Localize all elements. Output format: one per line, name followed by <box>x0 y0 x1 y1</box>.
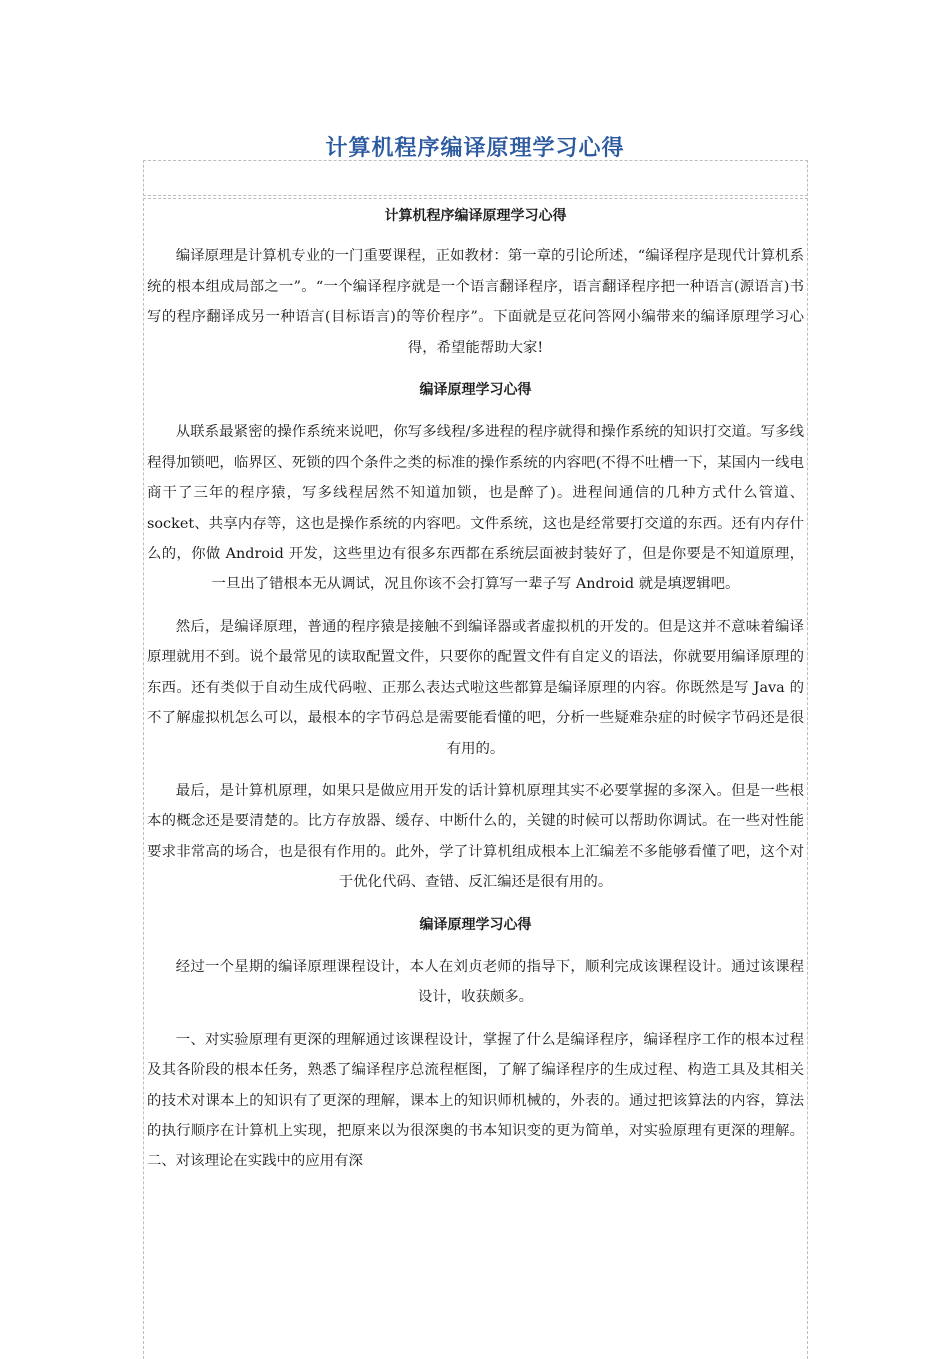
paragraph-os: 从联系最紧密的操作系统来说吧，你写多线程/多进程的程序就得和操作系统的知识打交道。写多线程得加锁吧，临界区、死锁的四个条件之类的标准的操作系统的内容吧(不得不吐槽一下，某国内一线电商干了三年的程序猿，写多线程居然不知道加锁，也是醉了)。进程间通信的几种方式什么管道、socket、共享内存等，这也是操作系统的内容吧。文件系统，这也是经常要打交道的东西。还有内存什么的，你做 Android 开发，这些里边有很多东西都在系统层面被封装好了，但是你要是不知道原理，一旦出了错根本无从调试，况且你该不会打算写一辈子写 Android 就是填逻辑吧。 <box>147 424 804 593</box>
section-heading-3: 编译原理学习心得 <box>419 916 532 933</box>
page-title: 计算机程序编译原理学习心得 <box>325 136 625 161</box>
section-heading-1: 计算机程序编译原理学习心得 <box>384 208 567 224</box>
article-body <box>144 201 807 1177</box>
paragraph-experiment: 一、对实验原理有更深的理解通过该课程设计，掌握了什么是编译程序，编译程序工作的根本过程及其各阶段的根本任务，熟悉了编译程序总流程框图，了解了编译程序的生成过程、构造工具及其相关的技术对课本上的知识有了更深的理解，课本上的知识师机械的，外表的。通过把该算法的内容，算法的执行顺序在计算机上实现，把原来以为很深奥的书本知识变的更为简单，对实验原理有更深的理解。二、对该理论在实践中的应用有深 <box>147 1031 804 1170</box>
paragraph-computer-principle: 最后，是计算机原理，如果只是做应用开发的话计算机原理其实不必要掌握的多深入。但是一些根本的概念还是要清楚的。比方存放器、缓存、中断什么的，关键的时候可以帮助你调试。在一些对性能要求非常高的场合，也是很有作用的。此外，学了计算机组成根本上汇编差不多能够看懂了吧，这个对于优化代码、查错、反汇编还是很有用的。 <box>147 782 804 891</box>
paragraph-course-design: 经过一个星期的编译原理课程设计，本人在刘贞老师的指导下，顺利完成该课程设计。通过该课程设计，收获颇多。 <box>175 958 804 1006</box>
header-box <box>143 160 808 196</box>
paragraph-intro: 编译原理是计算机专业的一门重要课程，正如教材：第一章的引论所述，“编译程序是现代计算机系统的根本组成局部之一”。“一个编译程序就是一个语言翻译程序，语言翻译程序把一种语言(源语言)书写的程序翻译成另一种语言(目标语言)的等价程序”。下面就是豆花问答网小编带来的编译原理学习心得，希望能帮助大家! <box>147 248 804 356</box>
paragraph-compiler: 然后，是编译原理，普通的程序猿是接触不到编译器或者虚拟机的开发的。但是这并不意味着编译原理就用不到。说个最常见的读取配置文件，只要你的配置文件有自定义的语法，你就要用编译原理的东西。还有类似于自动生成代码啦、正那么表达式啦这些都算是编译原理的内容。你既然是写 Java 的不了解虚拟机怎么可以，最根本的字节码总是需要能看懂的吧，分析一些疑难杂症的时候字节码还是很有用的。 <box>147 618 804 757</box>
section-heading-2: 编译原理学习心得 <box>419 382 532 399</box>
content-box <box>143 198 808 1359</box>
